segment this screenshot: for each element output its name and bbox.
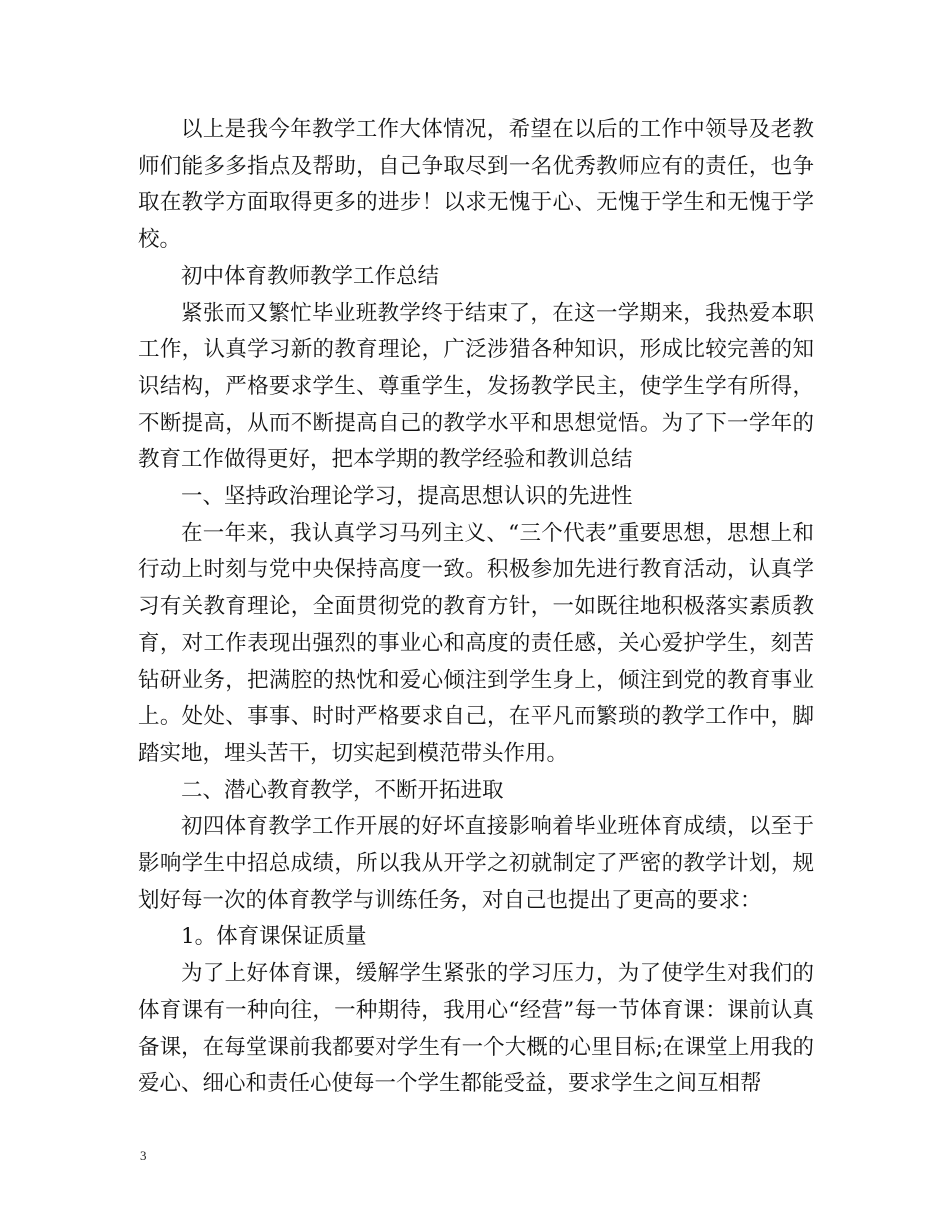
heading-pe-class-quality: 1。体育课保证质量: [181, 924, 367, 950]
heading-political-study: 一、坚持政治理论学习，提高思想认识的先进性: [181, 484, 633, 510]
paragraph-pe-class: 为了上好体育课，缓解学生紧张的学习压力，为了使学生对我们的体育课有一种向往，一种期待，我用心“经营”每一节体育课：课前认真备课，在每堂课前我都要对学生有一个大概的心里目标;在课堂上用我的爱心、细心和责任心使每一个学生都能受益，要求学生之间互相帮: [138, 961, 814, 1097]
page-number: 3: [140, 1148, 147, 1163]
paragraph-introduction: 紧张而又繁忙毕业班教学终于结束了，在这一学期来，我热爱本职工作，认真学习新的教育理论，广泛涉猎各种知识，形成比较完善的知识结构，严格要求学生、尊重学生，发扬教学民主，使学生学有所得，不断提高，从而不断提高自己的教学水平和思想觉悟。为了下一学年的教育工作做得更好，把本学期的教学经验和教训总结: [138, 300, 814, 473]
paragraph-political-study: 在一年来，我认真学习马列主义、“三个代表”重要思想，思想上和行动上时刻与党中央保持高度一致。积极参加先进行教育活动，认真学习有关教育理论，全面贯彻党的教育方针，一如既往地积极落实素质教育，对工作表现出强烈的事业心和高度的责任感，关心爱护学生，刻苦钻研业务，把满腔的热忱和爱心倾注到学生身上，倾注到党的教育事业上。处处、事事、时时严格要求自己，在平凡而繁琐的教学工作中，脚踏实地，埋头苦干，切实起到模范带头作用。: [138, 520, 814, 766]
document-body: [138, 112, 814, 1103]
section-title: 初中体育教师教学工作总结: [181, 263, 440, 289]
paragraph-closing-remarks: 以上是我今年教学工作大体情况，希望在以后的工作中领导及老教师们能多多指点及帮助，自己争取尽到一名优秀教师应有的责任，也争取在教学方面取得更多的进步！以求无愧于心、无愧于学生和无愧于学校。: [138, 117, 814, 253]
heading-teaching-progress: 二、潜心教育教学，不断开拓进取: [181, 777, 504, 803]
paragraph-teaching-plan: 初四体育教学工作开展的好坏直接影响着毕业班体育成绩，以至于影响学生中招总成绩，所以我从开学之初就制定了严密的教学计划，规划好每一次的体育教学与训练任务，对自己也提出了更高的要求：: [138, 814, 814, 913]
